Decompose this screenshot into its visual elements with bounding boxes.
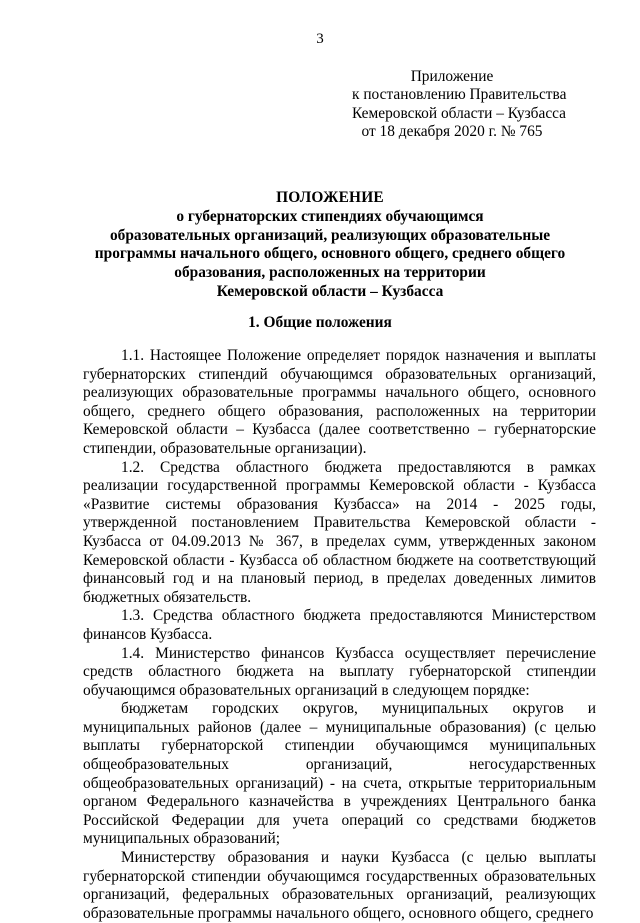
document-title: ПОЛОЖЕНИЕ [276,189,384,206]
page-number: 3 [316,31,324,47]
heading-line: образования, расположенных на территории [174,264,486,282]
paragraph-municipal-budgets: бюджетам городских округов, муниципальных округов и муниципальных районов (далее – муниципальные образования) (с целью выплаты губернаторской стипендии обучающимся муниципальных общеобразовательных организаций, негосударственных общеобразовательных организаций) - на счета, открытые территориальным органом Федерального казначейства в учреждениях Центрального банка Российской Федерации для учета операций со средствами бюджетов муниципальных образований; [83,700,596,848]
document-body [83,347,596,923]
appendix-line: от 18 декабря 2020 г. № 765 [361,123,543,141]
heading-line: программы начального общего, основного общего, среднего общего [94,245,566,263]
paragraph-1-2: 1.2. Средства областного бюджета предоставляются в рамках реализации государственной программы Кемеровской области - Кузбасса «Развитие системы образования Кузбасса» на 2014 - 2025 годы, утвержденной постановлением Правительства Кемеровской области - Кузбасса от 04.09.2013 № 367, в пределах сумм, утвержденных законом Кемеровской области - Кузбасса об областном бюджете на соответствующий финансовый год и на плановый период, в пределах доведенных лимитов бюджетных обязательств. [83,458,596,606]
paragraph-1-4: 1.4. Министерство финансов Кузбасса осуществляет перечисление средств областного бюджета на выплату губернаторской стипендии обучающимся образовательных организаций в следующем порядке: [83,644,596,699]
paragraph-1-1: 1.1. Настоящее Положение определяет порядок назначения и выплаты губернаторских стипендий обучающимся образовательных организаций, реализующих образовательные программы начального общего, основного общего, среднего общего образования, расположенных на территории Кемеровской области – Кузбасса (далее соответственно – губернаторские стипендии, образовательные организации). [83,347,596,457]
paragraph-ministry-education: Министерству образования и науки Кузбасса (с целью выплаты губернаторской стипендии обучающимся государственных образовательных организаций, федеральных образовательных организаций, реализующих образовательные программы начального общего, основного общего, среднего [83,849,596,922]
document-heading [60,189,600,302]
paragraph-1-3: 1.3. Средства областного бюджета предоставляются Министерством финансов Кузбасса. [83,607,596,643]
appendix-line: к постановлению Правительства [352,86,567,104]
appendix-line: Кемеровской области – Кузбасса [352,104,567,122]
section-title: 1. Общие положения [248,314,392,331]
appendix-block [352,68,567,142]
heading-line: образовательных организаций, реализующих образовательные [109,226,551,244]
heading-line: Кемеровской области – Кузбасса [216,282,444,300]
heading-line: о губернаторских стипендиях обучающимся [176,207,484,225]
appendix-line: Приложение [410,68,494,85]
